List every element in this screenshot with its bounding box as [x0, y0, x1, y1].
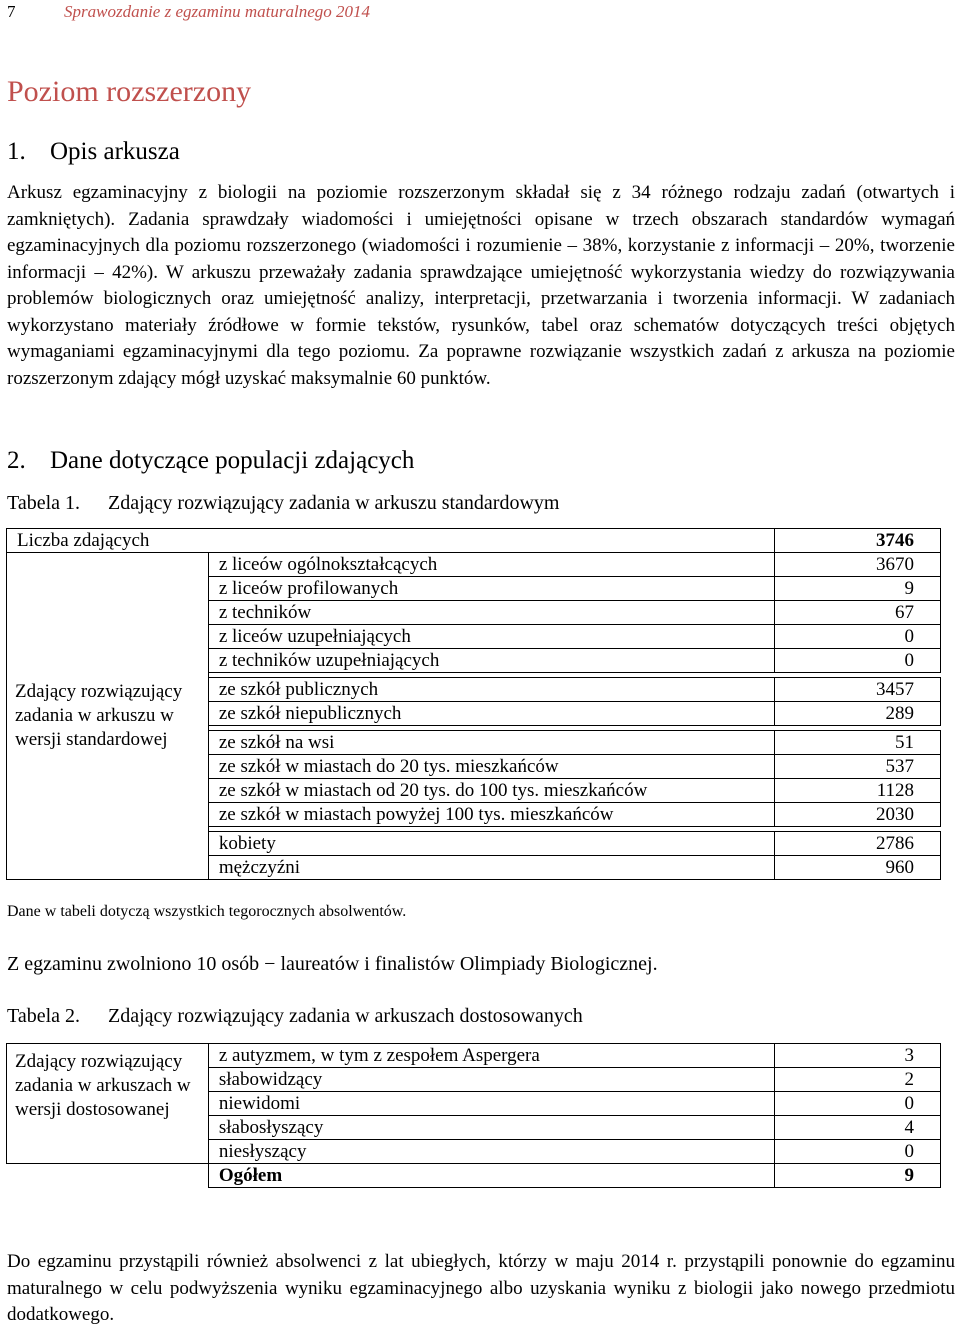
row-value-cell: 0	[775, 1092, 941, 1116]
section-2-heading	[7, 446, 414, 476]
table-1-title: Zdający rozwiązujący zadania w arkuszu standardowym	[108, 492, 560, 514]
row-value-cell: 9	[775, 577, 941, 601]
row-label-cell: z techników uzupełniających	[208, 649, 774, 673]
row-value-cell: 3457	[775, 678, 941, 702]
section-2-title: Dane dotyczące populacji zdających	[50, 447, 415, 474]
total-label-cell: Liczba zdających	[7, 529, 775, 553]
row-value-cell: 4	[775, 1116, 941, 1140]
row-value-cell: 3	[775, 1044, 941, 1068]
row-value-cell: 2786	[775, 832, 941, 856]
row-label-cell: mężczyźni	[208, 856, 774, 880]
row-label-cell: niesłyszący	[208, 1140, 774, 1164]
level-title: Poziom rozszerzony	[7, 75, 252, 108]
total-value-cell: 3746	[775, 529, 941, 553]
row-label-cell: ze szkół publicznych	[208, 678, 774, 702]
row-label-cell: ze szkół w miastach do 20 tys. mieszkańców	[208, 755, 774, 779]
row-value-cell: 960	[775, 856, 941, 880]
row-value-cell: 3670	[775, 553, 941, 577]
total-value-cell: 9	[775, 1164, 941, 1188]
row-label-cell: z techników	[208, 601, 774, 625]
row-label-cell: słabosłyszący	[208, 1116, 774, 1140]
side-label-cell: Zdający rozwiązujący zadania w arkuszu w wersji standardowej	[7, 553, 209, 880]
row-label-cell: niewidomi	[208, 1092, 774, 1116]
page-number: 7	[7, 2, 16, 21]
row-label-cell: z liceów ogólnokształcących	[208, 553, 774, 577]
row-label-cell: ze szkół na wsi	[208, 731, 774, 755]
row-value-cell: 537	[775, 755, 941, 779]
section-2-number: 2.	[7, 447, 26, 474]
section-1-title: Opis arkusza	[50, 138, 180, 165]
table-row	[7, 529, 941, 553]
row-label-cell: z liceów profilowanych	[208, 577, 774, 601]
row-label-cell: ze szkół w miastach od 20 tys. do 100 tys. mieszkańców	[208, 779, 774, 803]
row-value-cell: 1128	[775, 779, 941, 803]
table-1	[6, 528, 941, 880]
row-value-cell: 2030	[775, 803, 941, 827]
side-label-cell: Zdający rozwiązujący zadania w arkuszach w wersji dostosowanej	[7, 1044, 209, 1164]
table-2-title: Zdający rozwiązujący zadania w arkuszach dostosowanych	[108, 1005, 583, 1027]
table-2	[6, 1043, 941, 1188]
row-label-cell: kobiety	[208, 832, 774, 856]
row-label-cell: z autyzmem, w tym z zespołem Aspergera	[208, 1044, 774, 1068]
closing-paragraph: Do egzaminu przystąpili również absolwenci z lat ubiegłych, którzy w maju 2014 r. przystąpili ponownie do egzaminu maturalnego w celu podwyższenia wyniku egzaminacyjnego albo uzyskania wyniku z biologii jako nowego przedmiotu dodatkowego.	[7, 1251, 955, 1325]
exam-description-paragraph: Arkusz egzaminacyjny z biologii na poziomie rozszerzonym składał się z 34 różnego rodzaju zadań (otwartych i zamkniętych). Zadania sprawdzały wiadomości i umiejętności opisane w trzech obszarach standardów wymagań egzaminacyjnych dla poziomu rozszerzonego (wiadomości i rozumienie – 38%, korzystanie z informacji – 20%, tworzenie informacji – 42%). W arkuszu przeważały zadania sprawdzające umiejętność wykorzystania wiedzy do rozwiązywania problemów biologicznych oraz umiejętność analizy, interpretacji, przetwarzania i tworzenia informacji. W zadaniach wykorzystano materiały źródłowe w formie tekstów, rysunków, tabel oraz schematów dotyczących treści objętych wymaganiami egzaminacyjnymi dla tego poziomu. Za poprawne rozwiązanie wszystkich zadań z arkusza na poziomie rozszerzonym zdający mógł uzyskać maksymalnie 60 punktów.	[7, 182, 955, 389]
blank-cell	[7, 1164, 209, 1188]
total-label-cell: Ogółem	[208, 1164, 774, 1188]
table-2-caption	[7, 1004, 583, 1028]
table-1-note: Dane w tabeli dotyczą wszystkich tegorocznych absolwentów.	[7, 903, 407, 920]
row-value-cell: 51	[775, 731, 941, 755]
row-value-cell: 0	[775, 1140, 941, 1164]
table-1-caption	[7, 491, 559, 515]
row-label-cell: ze szkół w miastach powyżej 100 tys. mieszkańców	[208, 803, 774, 827]
section-1-number: 1.	[7, 138, 26, 165]
table-row	[7, 553, 941, 577]
row-label-cell: słabowidzący	[208, 1068, 774, 1092]
row-label-cell: ze szkół niepublicznych	[208, 702, 774, 726]
page-header	[7, 2, 370, 22]
total-row	[7, 1164, 941, 1188]
row-value-cell: 67	[775, 601, 941, 625]
running-title: Sprawozdanie z egzaminu maturalnego 2014	[64, 2, 370, 21]
row-value-cell: 289	[775, 702, 941, 726]
row-value-cell: 0	[775, 625, 941, 649]
row-label-cell: z liceów uzupełniających	[208, 625, 774, 649]
row-value-cell: 0	[775, 649, 941, 673]
row-value-cell: 2	[775, 1068, 941, 1092]
table-row	[7, 1044, 941, 1068]
table-2-label: Tabela 2.	[7, 1005, 81, 1027]
section-1-heading	[7, 137, 180, 167]
exemption-text: Z egzaminu zwolniono 10 osób − laureatów i finalistów Olimpiady Biologicznej.	[7, 953, 658, 975]
table-1-label: Tabela 1.	[7, 492, 81, 514]
